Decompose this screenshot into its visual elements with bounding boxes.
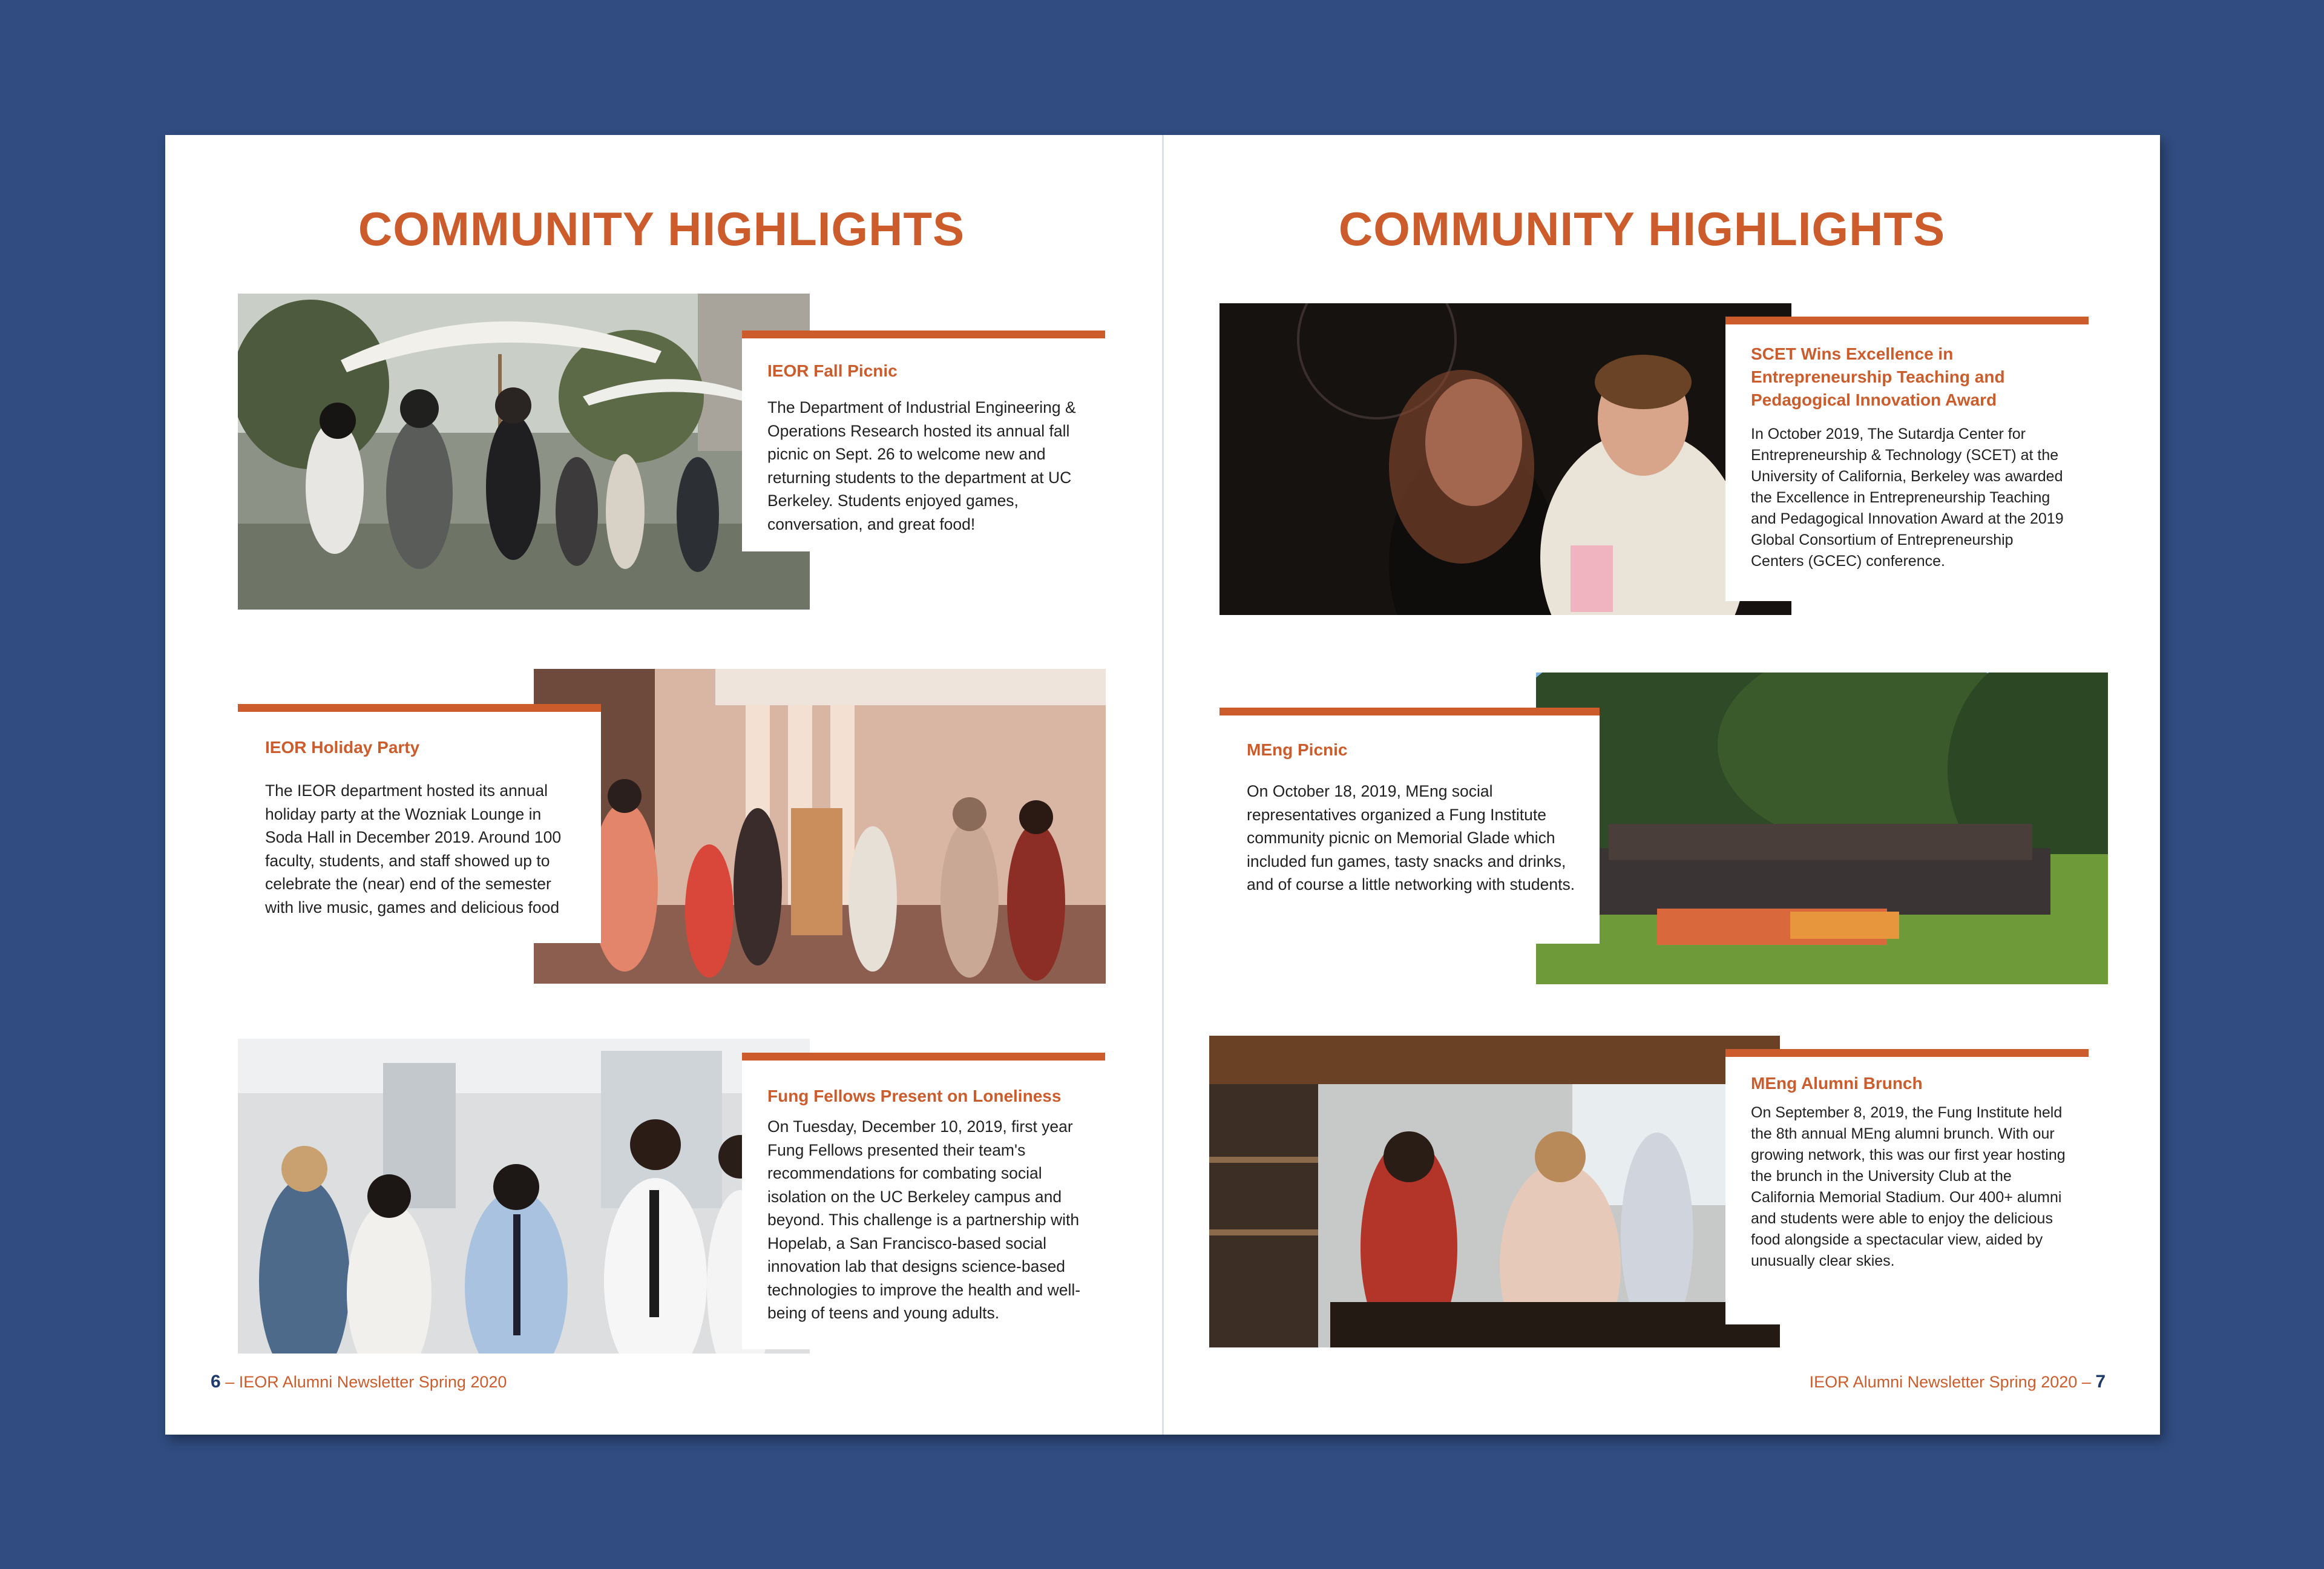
left-page-title: COMMUNITY HIGHLIGHTS: [358, 202, 965, 255]
scet-award-photo: [1219, 303, 1791, 615]
fung-fellows-body: On Tuesday, December 10, 2019, first year Fung Fellows presented their team's recommendations for combating social isolation on the UC Berkeley campus and beyond. This challenge is a partnership with Hopelab, a San Francisco-based social innovation lab that designs science-based technologies to improve the health and well-being of teens and young adults.: [767, 1117, 1081, 1322]
right-footer-text: IEOR Alumni Newsletter Spring 2020 –: [1809, 1373, 2096, 1391]
holiday-party-heading: IEOR Holiday Party: [265, 738, 420, 757]
left-page-footer: [211, 1370, 507, 1394]
right-page-number: 7: [2095, 1372, 2106, 1392]
scet-award-heading: SCET Wins Excellence in Entrepreneurship Teaching and Pedagogical Innovation Award: [1751, 344, 2005, 409]
holiday-party-photo: [534, 669, 1106, 984]
scet-award-card: [1725, 317, 2089, 601]
fall-picnic-body: The Department of Industrial Engineering & Operations Research hosted its annual fall picnic on Sept. 26 to welcome new and returning students to the department at UC Berkeley. Students enjoyed games, conversation, and great food!: [767, 398, 1076, 533]
fall-picnic-heading: IEOR Fall Picnic: [767, 361, 898, 380]
holiday-party-card: [238, 704, 601, 943]
left-footer-text: – IEOR Alumni Newsletter Spring 2020: [220, 1373, 507, 1391]
fung-fellows-photo: [238, 1039, 810, 1354]
meng-brunch-body: On September 8, 2019, the Fung Institute held the 8th annual MEng alumni brunch. With our growing network, this was our first year hosting the brunch in the University Club at the California Memorial Stadium. Our 400+ alumni and students were able to enjoy the delicious food alongside a spectacular view, aided by unusually clear skies.: [1751, 1104, 2066, 1269]
meng-picnic-card: [1219, 708, 1600, 944]
meng-brunch-photo: [1209, 1036, 1780, 1347]
fall-picnic-card: [742, 331, 1105, 551]
holiday-party-body: The IEOR department hosted its annual holiday party at the Wozniak Lounge in Soda Hall in December 2019. Around 100 faculty, students, and staff showed up to celebrate the (near) end of the semester with live music, games and delicious food: [265, 781, 562, 916]
meng-picnic-body: On October 18, 2019, MEng social representatives organized a Fung Institute community picnic on Memorial Glade which included fun games, tasty snacks and drinks, and of course a little networking with students.: [1247, 782, 1575, 893]
page-fold: [1162, 135, 1164, 1435]
fung-fellows-card: [742, 1053, 1105, 1349]
fall-picnic-photo: [238, 294, 810, 610]
right-page-title: COMMUNITY HIGHLIGHTS: [1338, 202, 1946, 255]
fung-fellows-heading: Fung Fellows Present on Loneliness: [767, 1087, 1062, 1105]
meng-picnic-photo: [1536, 673, 2108, 984]
meng-brunch-heading: MEng Alumni Brunch: [1751, 1074, 1923, 1093]
scet-award-body: In October 2019, The Sutardja Center for Entrepreneurship & Technology (SCET) at the University of California, Berkeley was awarded the Excellence in Entrepreneurship Teaching and Pedagogical Innovation Award at the 2019 Global Consortium of Entrepreneurship Centers (GCEC) conference.: [1751, 426, 2064, 570]
newsletter-spread: [165, 135, 2160, 1435]
meng-brunch-card: [1725, 1049, 2089, 1324]
meng-picnic-heading: MEng Picnic: [1247, 740, 1348, 759]
left-page-number: 6: [211, 1372, 221, 1392]
right-page-footer: [1810, 1370, 2106, 1394]
